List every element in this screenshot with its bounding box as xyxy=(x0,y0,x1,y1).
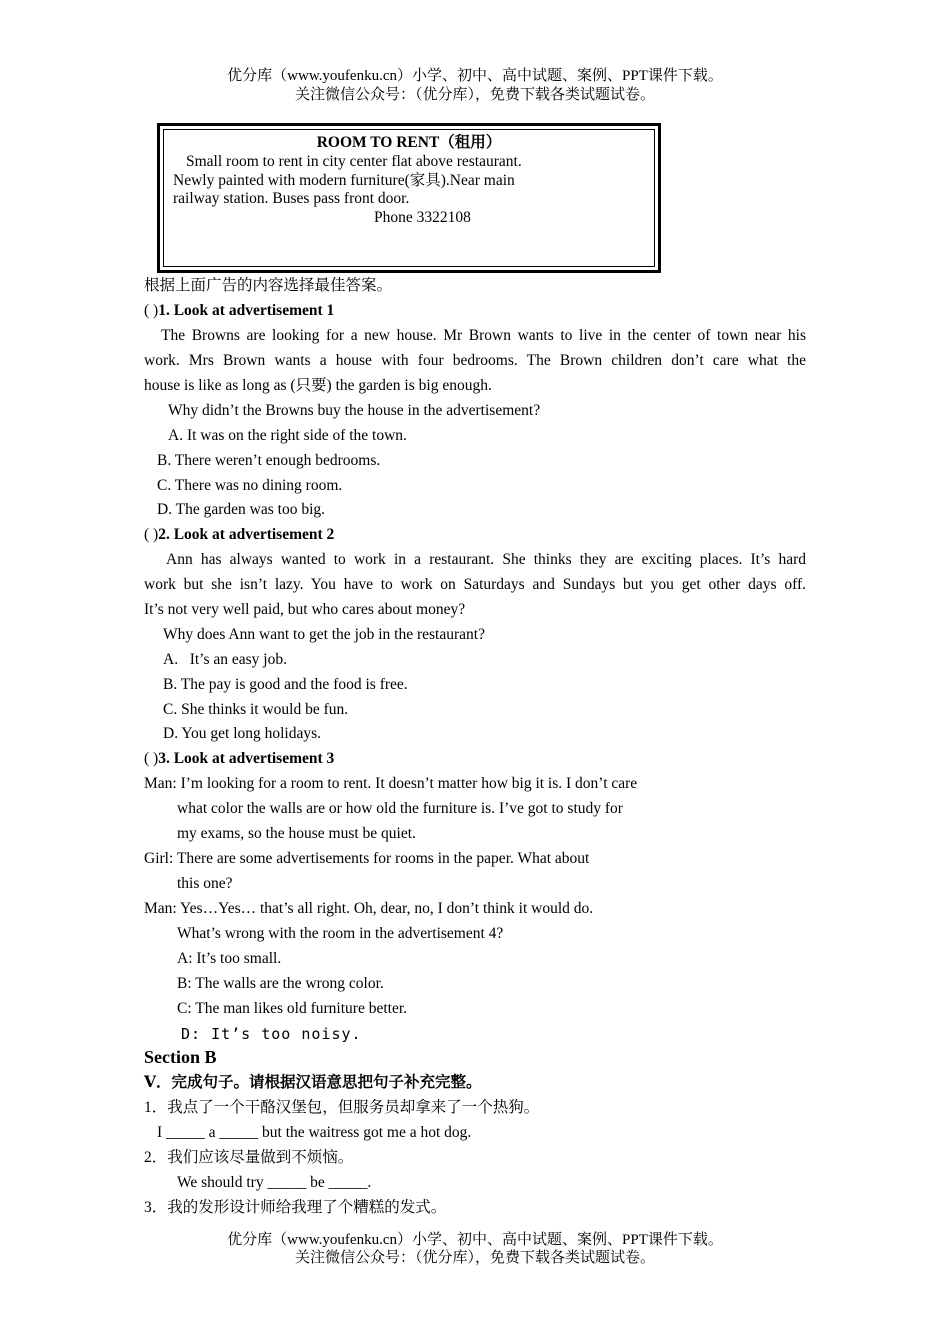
page-footer-line-2: 关注微信公众号：（优分库），免费下载各类试题试卷。 xyxy=(294,1250,655,1266)
ad-text-line-1: Small room to rent in city center flat above restaurant. xyxy=(186,153,522,170)
section-b-heading: Section B xyxy=(144,1047,217,1067)
question-1-heading xyxy=(144,300,334,322)
q3-option-c: C: The man likes old furniture better. xyxy=(177,1000,408,1017)
q3-dialogue-line-3: my exams, so the house must be quiet. xyxy=(177,825,416,842)
q2-option-c: C. She thinks it would be fun. xyxy=(163,701,349,718)
sentence-3-chinese: 3．我的发形设计师给我理了个糟糕的发式。 xyxy=(144,1199,447,1216)
ad-text-line-3: railway station. Buses pass front door. xyxy=(173,190,410,207)
sentence-2-chinese: 2．我们应该尽量做到不烦恼。 xyxy=(144,1149,354,1166)
q1-option-d: D. The garden was too big. xyxy=(157,501,326,518)
sentence-2-english[interactable]: We should try _____ be _____. xyxy=(177,1174,372,1191)
q1-passage-line-2: work. Mrs Brown wants a house with four bedrooms. The Brown children don’t care what the xyxy=(144,352,806,369)
q3-dialogue-line-6: Man: Yes…Yes… that’s all right. Oh, dear, no, I don’t think it would do. xyxy=(144,900,594,917)
q1-option-b: B. There weren’t enough bedrooms. xyxy=(157,452,381,469)
page-header-line-1: 优分库（www.youfenku.cn）小学、初中、高中试题、案例、PPT课件下载。 xyxy=(227,68,723,84)
sentence-1-english[interactable]: I _____ a _____ but the waitress got me a hot dog. xyxy=(157,1124,472,1141)
q2-option-b: B. The pay is good and the food is free. xyxy=(163,676,408,693)
q1-passage-line-1: The Browns are looking for a new house. Mr Brown wants to live in the center of town near his xyxy=(161,327,806,344)
q2-option-a: A. It’s an easy job. xyxy=(163,651,287,668)
q2-passage-line-2: work but she isn’t lazy. You have to work on Saturdays and Sundays but you get other days off. xyxy=(144,576,806,593)
q2-option-d: D. You get long holidays. xyxy=(163,725,322,742)
question-2-heading xyxy=(144,524,334,546)
answer-blank[interactable]: ( ) xyxy=(144,302,159,319)
page-footer-line-1: 优分库（www.youfenku.cn）小学、初中、高中试题、案例、PPT课件下载。 xyxy=(227,1232,723,1248)
question-3-title: 3. Look at advertisement 3 xyxy=(158,750,335,767)
q3-option-b: B: The walls are the wrong color. xyxy=(177,975,384,992)
q3-dialogue-line-1: Man: I’m looking for a room to rent. It doesn’t matter how big it is. I don’t care xyxy=(144,775,638,792)
question-2-title: 2. Look at advertisement 2 xyxy=(158,526,335,543)
question-1-title: 1. Look at advertisement 1 xyxy=(158,302,335,319)
q1-passage-line-3: house is like as long as (只要) the garden is big enough. xyxy=(144,377,492,394)
ad-title: ROOM TO RENT（租用） xyxy=(316,134,502,151)
q2-passage-line-3: It’s not very well paid, but who cares about money? xyxy=(144,601,466,618)
q3-option-a: A: It’s too small. xyxy=(177,950,282,967)
instruction: 根据上面广告的内容选择最佳答案。 xyxy=(144,277,393,294)
q1-question: Why didn’t the Browns buy the house in the advertisement? xyxy=(168,402,541,419)
q3-question: What’s wrong with the room in the advertisement 4? xyxy=(177,925,504,942)
page-header-line-2: 关注微信公众号：（优分库），免费下载各类试题试卷。 xyxy=(294,87,655,103)
answer-blank[interactable]: ( ) xyxy=(144,750,159,767)
q2-question: Why does Ann want to get the job in the restaurant? xyxy=(163,626,485,643)
answer-blank[interactable]: ( ) xyxy=(144,526,159,543)
q1-option-c: C. There was no dining room. xyxy=(157,477,343,494)
part-5-title: Ⅴ．完成句子。请根据汉语意思把句子补充完整。 xyxy=(144,1074,482,1091)
q3-dialogue-line-5: this one? xyxy=(177,875,233,892)
q2-passage-line-1: Ann has always wanted to work in a restaurant. She thinks they are exciting places. It’s hard xyxy=(166,551,806,568)
q3-option-d: D: It’s too noisy. xyxy=(181,1025,362,1043)
sentence-1-chinese: 1．我点了一个干酪汉堡包，但服务员却拿来了一个热狗。 xyxy=(144,1099,540,1116)
q1-option-a: A. It was on the right side of the town. xyxy=(168,427,407,444)
q3-dialogue-line-4: Girl: There are some advertisements for rooms in the paper. What about xyxy=(144,850,590,867)
ad-text-line-2: Newly painted with modern furniture(家具).Near main xyxy=(173,172,515,189)
q3-dialogue-line-2: what color the walls are or how old the furniture is. I’ve got to study for xyxy=(177,800,623,817)
ad-phone: Phone 3322108 xyxy=(374,209,471,226)
question-3-heading xyxy=(144,748,334,770)
